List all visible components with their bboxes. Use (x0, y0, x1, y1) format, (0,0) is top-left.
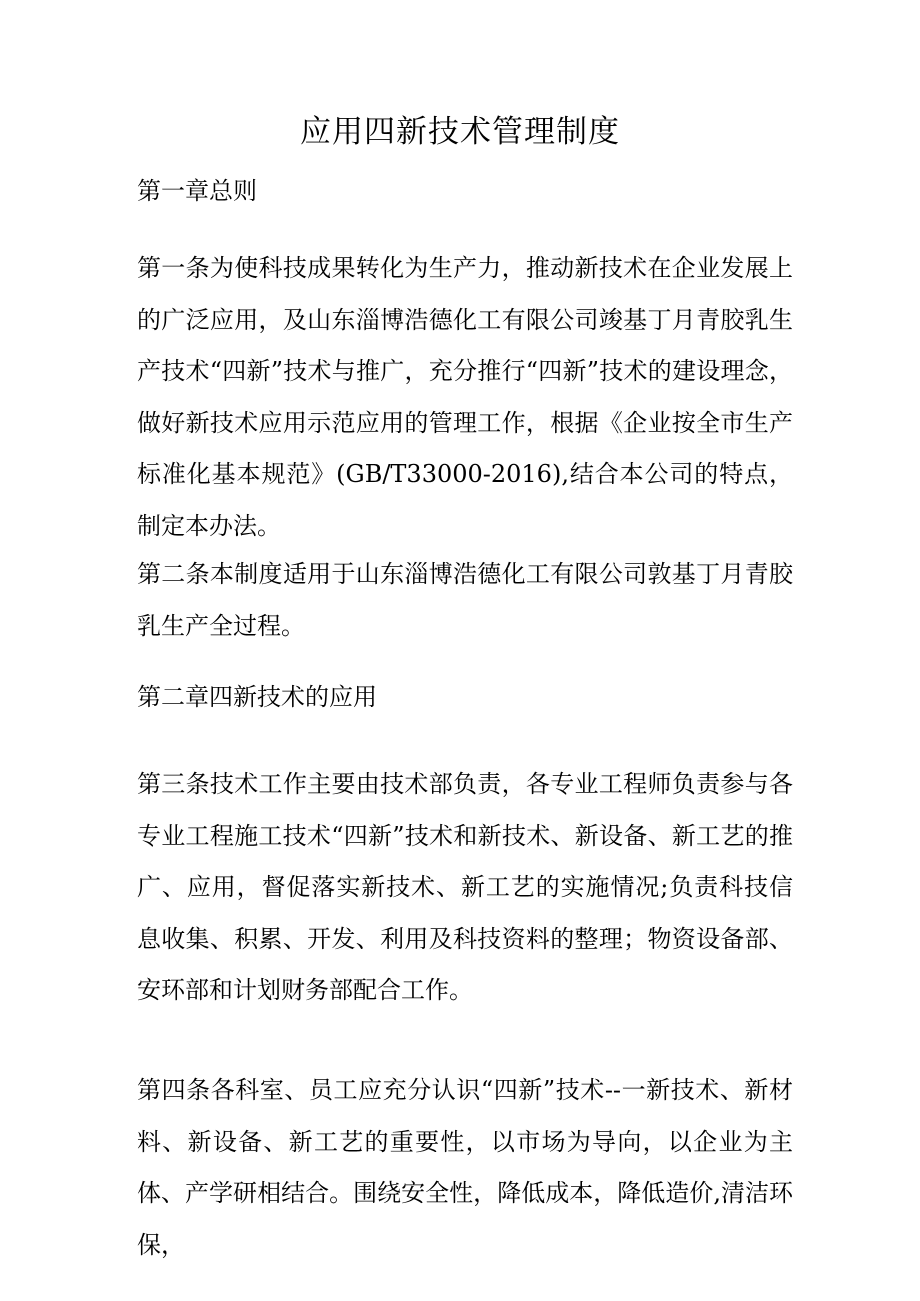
chapter-2-heading: 第二章四新技术的应用 (137, 683, 377, 711)
chapter-1-heading: 第一章总则 (137, 177, 257, 205)
article-2-paragraph: 第二条本制度适用于山东淄博浩德化工有限公司敦基丁月青胶乳生产全过程。 (137, 560, 793, 640)
article-1-paragraph: 第一条为使科技成果转化为生产力，推动新技术在企业发展上的广泛应用，及山东淄博浩德化工有限公司竣基丁月青胶乳生产技术“四新”技术与推广，充分推行“四新”技术的建设理念，做好新技术应用示范应用的管理工作，根据《企业按全市生产标准化基本规范》(GB/T33000-2016),结合本公司的特点，制定本办法。 (137, 254, 793, 540)
article-3-paragraph: 第三条技术工作主要由技术部负责，各专业工程师负责参与各专业工程施工技术“四新”技术和新技术、新设备、新工艺的推广、应用，督促落实新技术、新工艺的实施情况;负责科技信息收集、积累、开发、利用及科技资料的整理；物资设备部、安环部和计划财务部配合工作。 (137, 770, 793, 1004)
article-4-paragraph: 第四条各科室、员工应充分认识“四新”技术--一新技术、新材料、新设备、新工艺的重要性，以市场为导向，以企业为主体、产学研相结合。围绕安全性，降低成本，降低造价,清洁环保， (137, 1076, 793, 1259)
document-title: 应用四新技术管理制度 (300, 114, 620, 150)
